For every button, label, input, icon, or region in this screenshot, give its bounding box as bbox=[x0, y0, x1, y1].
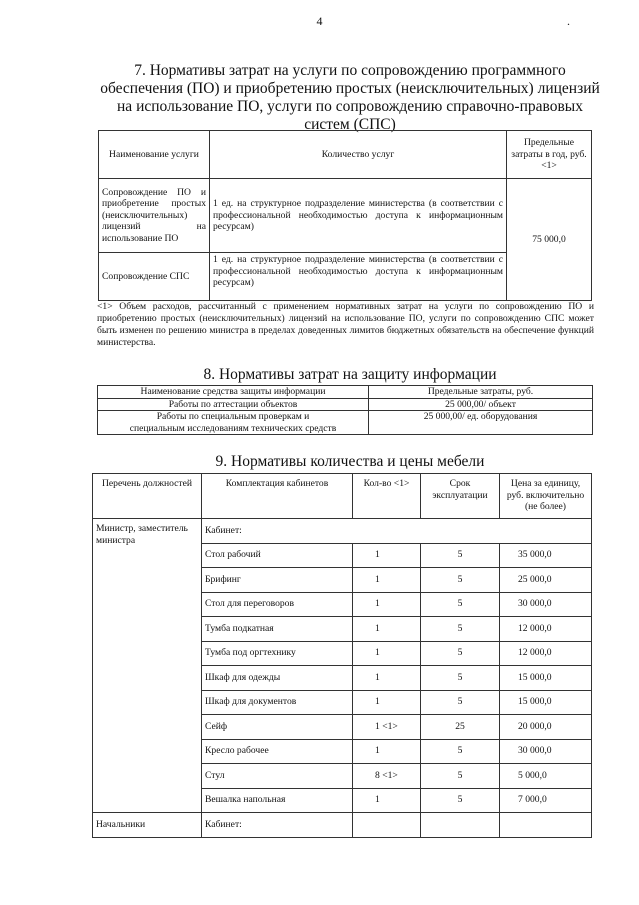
header-cell: Цена за единицу, руб. включительно (не более) bbox=[500, 474, 592, 519]
table-row bbox=[98, 398, 593, 411]
furniture-item: Брифинг bbox=[202, 568, 353, 593]
item-price: 30 000,0 bbox=[500, 739, 592, 764]
item-quantity: 1 bbox=[353, 592, 421, 617]
cell: Работы по специальным проверкам и специальным исследованиям технических средств bbox=[98, 411, 369, 435]
item-lifetime: 5 bbox=[421, 641, 500, 666]
position-name: Начальники bbox=[93, 813, 202, 838]
header-cell: Предельные затраты, руб. bbox=[369, 386, 593, 399]
table-row bbox=[99, 179, 592, 253]
table-row bbox=[93, 813, 592, 838]
furniture-item: Тумба подкатная bbox=[202, 617, 353, 642]
cabinet-label: Кабинет: bbox=[202, 519, 592, 544]
furniture-item: Вешалка напольная bbox=[202, 788, 353, 813]
page-number: 4 bbox=[316, 14, 323, 28]
item-quantity: 1 bbox=[353, 666, 421, 691]
section-8-title: 8. Нормативы затрат на защиту информации bbox=[203, 366, 497, 383]
furniture-item: Шкаф для одежды bbox=[202, 666, 353, 691]
item-quantity: 1 bbox=[353, 543, 421, 568]
item-lifetime: 5 bbox=[421, 764, 500, 789]
item-quantity: 1 bbox=[353, 641, 421, 666]
empty-cell bbox=[421, 813, 500, 838]
service-quantity: 1 ед. на структурное подразделение министерства (в соответствии с профессиональной необходимостью доступа к информационным ресурсам) bbox=[210, 253, 507, 301]
header-cell: Количество услуг bbox=[210, 131, 507, 179]
header-cell: Перечень должностей bbox=[93, 474, 202, 519]
furniture-table bbox=[92, 473, 592, 838]
furniture-item: Сейф bbox=[202, 715, 353, 740]
header-cell: Срок эксплуатации bbox=[421, 474, 500, 519]
item-lifetime: 5 bbox=[421, 788, 500, 813]
item-price: 25 000,0 bbox=[500, 568, 592, 593]
item-price: 5 000,0 bbox=[500, 764, 592, 789]
cabinet-label: Кабинет: bbox=[202, 813, 353, 838]
empty-cell bbox=[500, 813, 592, 838]
item-lifetime: 5 bbox=[421, 592, 500, 617]
cell: 25 000,00/ объект bbox=[369, 398, 593, 411]
header-cell: Кол-во <1> bbox=[353, 474, 421, 519]
item-quantity: 1 bbox=[353, 788, 421, 813]
item-price: 35 000,0 bbox=[500, 543, 592, 568]
cell: Работы по аттестации объектов bbox=[98, 398, 369, 411]
item-lifetime: 5 bbox=[421, 739, 500, 764]
furniture-item: Тумба под оргтехнику bbox=[202, 641, 353, 666]
protection-table bbox=[97, 385, 593, 435]
item-quantity: 8 <1> bbox=[353, 764, 421, 789]
footnote: <1> Объем расходов, рассчитанный с применением нормативных затрат на услуги по сопровождению ПО и приобретению простых (неисключительных) лицензий на использование ПО, услуги по сопровождению СПС может быть изменен по решению министра в пределах доведенных лимитов бюджетных обязательств на обеспечение функций министерства. bbox=[97, 301, 594, 348]
item-quantity: 1 bbox=[353, 568, 421, 593]
cell: 25 000,00/ ед. оборудования bbox=[369, 411, 593, 435]
item-price: 15 000,0 bbox=[500, 666, 592, 691]
services-table bbox=[98, 130, 592, 301]
item-price: 30 000,0 bbox=[500, 592, 592, 617]
item-lifetime: 5 bbox=[421, 568, 500, 593]
item-price: 7 000,0 bbox=[500, 788, 592, 813]
furniture-item: Стол для переговоров bbox=[202, 592, 353, 617]
item-lifetime: 5 bbox=[421, 543, 500, 568]
furniture-item: Стол рабочий bbox=[202, 543, 353, 568]
item-lifetime: 5 bbox=[421, 666, 500, 691]
table-header-row bbox=[98, 386, 593, 399]
service-name: Сопровождение ПО и приобретение простых (неисключительных) лицензий на использование ПО bbox=[99, 179, 210, 253]
position-name: Министр, заместитель министра bbox=[93, 519, 202, 813]
item-lifetime: 5 bbox=[421, 617, 500, 642]
service-name: Сопровождение СПС bbox=[99, 253, 210, 301]
item-quantity: 1 bbox=[353, 617, 421, 642]
service-quantity: 1 ед. на структурное подразделение министерства (в соответствии с профессиональной необходимостью доступа к информационным ресурсам) bbox=[210, 179, 507, 253]
header-cell: Предельные затраты в год, руб. <1> bbox=[507, 131, 592, 179]
item-quantity: 1 <1> bbox=[353, 715, 421, 740]
item-quantity: 1 bbox=[353, 739, 421, 764]
section-9-title: 9. Нормативы количества и цены мебели bbox=[215, 453, 485, 470]
furniture-item: Шкаф для документов bbox=[202, 690, 353, 715]
item-price: 12 000,0 bbox=[500, 617, 592, 642]
item-lifetime: 25 bbox=[421, 715, 500, 740]
header-cell: Наименование услуги bbox=[99, 131, 210, 179]
item-price: 15 000,0 bbox=[500, 690, 592, 715]
item-price: 12 000,0 bbox=[500, 641, 592, 666]
furniture-item: Стул bbox=[202, 764, 353, 789]
table-header-row bbox=[99, 131, 592, 179]
item-lifetime: 5 bbox=[421, 690, 500, 715]
section-7-title: 7. Нормативы затрат на услуги по сопровождению программного обеспечения (ПО) и приобретению простых (неисключительных) лицензий на использование ПО, услуги по сопровождению справочно-правовых систем (СПС) bbox=[100, 62, 600, 133]
furniture-item: Кресло рабочее bbox=[202, 739, 353, 764]
table-header-row bbox=[93, 474, 592, 519]
item-price: 20 000,0 bbox=[500, 715, 592, 740]
table-row bbox=[98, 411, 593, 435]
item-quantity: 1 bbox=[353, 690, 421, 715]
cost-value: 75 000,0 bbox=[507, 179, 592, 301]
table-row bbox=[93, 519, 592, 544]
header-cell: Наименование средства защиты информации bbox=[98, 386, 369, 399]
header-cell: Комплектация кабинетов bbox=[202, 474, 353, 519]
empty-cell bbox=[353, 813, 421, 838]
page-mark: . bbox=[567, 14, 570, 28]
